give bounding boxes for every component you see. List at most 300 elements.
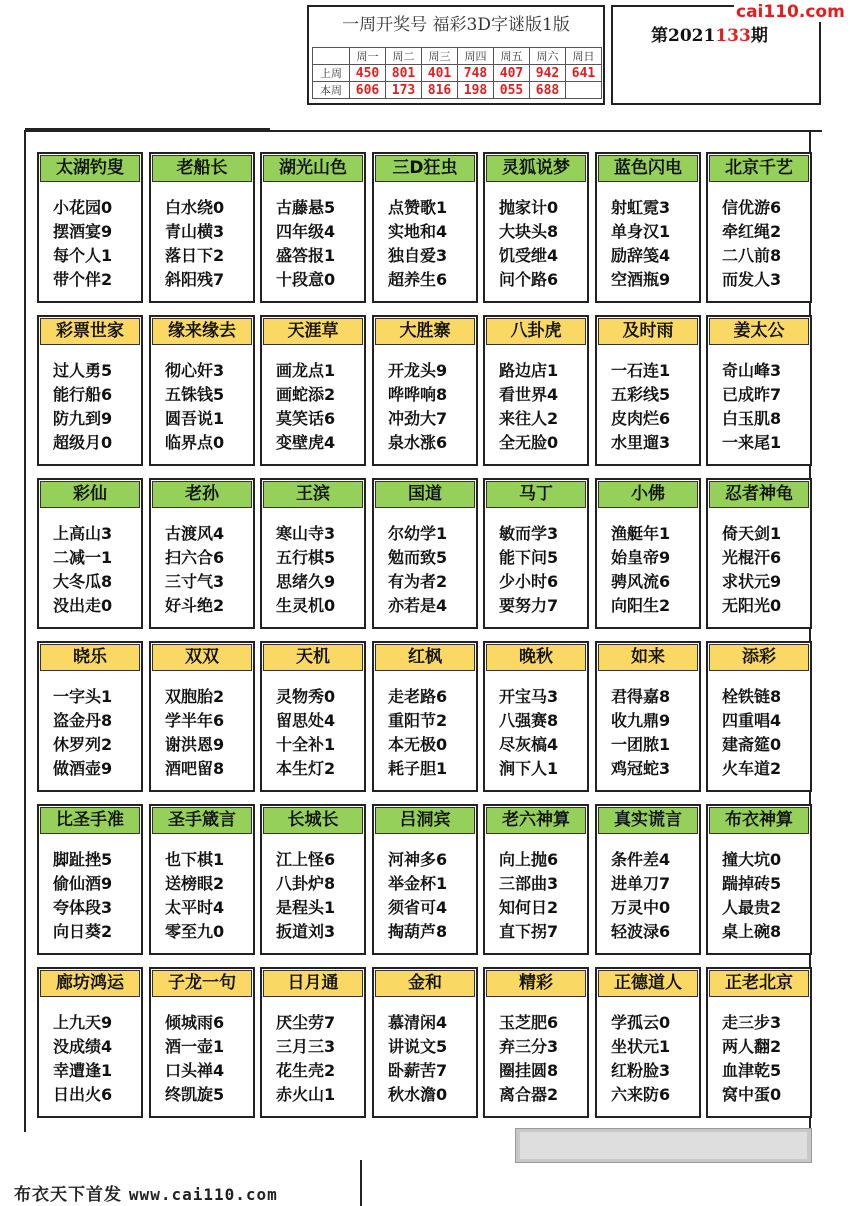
riddle-entry: 倚天剑1 — [722, 524, 782, 543]
riddle-entry: 双胞胎2 — [165, 687, 225, 706]
riddle-card — [149, 967, 255, 1118]
card-author-title: 天涯草 — [263, 318, 363, 345]
riddle-entry: 建斋筵0 — [722, 735, 782, 754]
riddle-entry: 思绪久9 — [276, 572, 336, 591]
card-entries — [276, 848, 335, 944]
riddle-entry: 血津乾5 — [722, 1061, 782, 1080]
riddle-entry: 向日葵2 — [53, 922, 113, 941]
riddle-entry: 每个人1 — [53, 246, 113, 265]
riddle-entry: 勉而致5 — [388, 548, 448, 567]
riddle-entry: 实地和4 — [388, 222, 448, 241]
riddle-entry: 两人翻2 — [722, 1037, 782, 1056]
card-author-title: 吕洞宾 — [375, 807, 475, 834]
riddle-entry: 卧薪苦7 — [388, 1061, 448, 1080]
riddle-entry: 路边店1 — [499, 361, 559, 380]
riddle-entry: 带个伴2 — [53, 270, 113, 289]
card-author-title: 红枫 — [375, 644, 475, 671]
card-entries — [499, 196, 558, 292]
riddle-card — [595, 478, 701, 629]
riddle-entry: 玉芝肥6 — [499, 1013, 559, 1032]
riddle-entry: 问个路6 — [499, 270, 559, 289]
card-entries — [499, 1011, 558, 1107]
card-author-title: 布衣神算 — [709, 807, 809, 834]
riddle-entry: 彻心奸3 — [165, 361, 225, 380]
card-author-title: 缘来缘去 — [152, 318, 252, 345]
card-entries — [276, 522, 335, 618]
issue-suffix: 期 — [750, 26, 768, 46]
riddle-entry: 二八前8 — [722, 246, 782, 265]
riddle-entry: 窝中蛋0 — [722, 1085, 782, 1104]
card-entries — [611, 848, 670, 944]
riddle-entry: 开宝马3 — [499, 687, 559, 706]
card-author-title: 老六神算 — [486, 807, 586, 834]
riddle-entry: 斜阳残7 — [165, 270, 225, 289]
card-author-title: 老孙 — [152, 481, 252, 508]
riddle-entry: 少小时6 — [499, 572, 559, 591]
riddle-entry: 涧下人1 — [499, 759, 559, 778]
card-entries — [53, 196, 112, 292]
riddle-entry: 日出火6 — [53, 1085, 113, 1104]
riddle-entry: 射虹霓3 — [611, 198, 671, 217]
riddle-card — [149, 152, 255, 303]
card-author-title: 添彩 — [709, 644, 809, 671]
riddle-entry: 君得嘉8 — [611, 687, 671, 706]
riddle-entry: 小花园0 — [53, 198, 113, 217]
card-author-title: 正老北京 — [709, 970, 809, 997]
riddle-entry: 终凯旋5 — [165, 1085, 225, 1104]
riddle-entry: 哗哗响8 — [388, 385, 448, 404]
this-week-label: 本周 — [313, 82, 350, 99]
footer-url: www.cai110.com — [128, 1185, 278, 1204]
riddle-entry: 花生壳2 — [276, 1061, 336, 1080]
card-entries — [165, 1011, 224, 1107]
riddle-entry: 泉水涨6 — [388, 433, 448, 452]
card-author-title: 湖光山色 — [263, 155, 363, 182]
last-week-number: 407 — [494, 65, 530, 82]
card-author-title: 灵狐说梦 — [486, 155, 586, 182]
card-author-title: 忍者神龟 — [709, 481, 809, 508]
card-entries — [276, 359, 335, 455]
riddle-entry: 休罗列2 — [53, 735, 113, 754]
riddle-entry: 盗金丹8 — [53, 711, 113, 730]
riddle-entry: 盛答报1 — [276, 246, 336, 265]
riddle-card — [37, 967, 143, 1118]
riddle-entry: 空酒瓶9 — [611, 270, 671, 289]
riddle-entry: 重阳节2 — [388, 711, 448, 730]
card-author-title: 晚秋 — [486, 644, 586, 671]
riddle-entry: 白玉肌8 — [722, 409, 782, 428]
riddle-card — [260, 478, 366, 629]
riddle-entry: 一石连1 — [611, 361, 671, 380]
riddle-entry: 没成绩4 — [53, 1037, 113, 1056]
riddle-card — [372, 641, 478, 792]
this-week-number — [566, 82, 602, 99]
riddle-entry: 亦若是4 — [388, 596, 448, 615]
riddle-entry: 抛家计0 — [499, 198, 559, 217]
riddle-entry: 桌上碗8 — [722, 922, 782, 941]
riddle-entry: 扳道刘3 — [276, 922, 336, 941]
riddle-entry: 人最贵2 — [722, 898, 782, 917]
riddle-entry: 夸体段3 — [53, 898, 113, 917]
riddle-entry: 做酒壶9 — [53, 759, 113, 778]
riddle-entry: 讲说文5 — [388, 1037, 448, 1056]
card-entries — [722, 522, 781, 618]
day-header: 周五 — [494, 48, 530, 65]
riddle-entry: 大冬瓜8 — [53, 572, 113, 591]
card-entries — [611, 685, 670, 781]
riddle-entry: 八卦炉8 — [276, 874, 336, 893]
riddle-card — [372, 478, 478, 629]
riddle-entry: 白水绕0 — [165, 198, 225, 217]
riddle-card — [149, 641, 255, 792]
card-entries — [53, 848, 112, 944]
riddle-entry: 励辞笺4 — [611, 246, 671, 265]
riddle-entry: 扫六合6 — [165, 548, 225, 567]
riddle-entry: 上九天9 — [53, 1013, 113, 1032]
riddle-entry: 偷仙酒9 — [53, 874, 113, 893]
riddle-entry: 骋风流6 — [611, 572, 671, 591]
card-entries — [611, 359, 670, 455]
day-header: 周二 — [386, 48, 422, 65]
riddle-entry: 河神多6 — [388, 850, 448, 869]
riddle-card — [372, 804, 478, 955]
card-entries — [165, 522, 224, 618]
riddle-card — [149, 315, 255, 466]
this-week-number: 055 — [494, 82, 530, 99]
last-week-number: 801 — [386, 65, 422, 82]
riddle-entry: 赤火山1 — [276, 1085, 336, 1104]
card-author-title: 三D狂虫 — [375, 155, 475, 182]
riddle-entry: 本生灯2 — [276, 759, 336, 778]
riddle-card — [37, 804, 143, 955]
riddle-card — [595, 315, 701, 466]
riddle-entry: 火车道2 — [722, 759, 782, 778]
card-entries — [499, 685, 558, 781]
card-entries — [499, 359, 558, 455]
riddle-entry: 须省可4 — [388, 898, 448, 917]
card-author-title: 北京千艺 — [709, 155, 809, 182]
riddle-entry: 万灵中0 — [611, 898, 671, 917]
riddle-card — [372, 315, 478, 466]
riddle-entry: 点赞歌1 — [388, 198, 448, 217]
results-table — [312, 47, 602, 99]
riddle-entry: 求状元9 — [722, 572, 782, 591]
card-entries — [388, 848, 447, 944]
riddle-entry: 走三步3 — [722, 1013, 782, 1032]
riddle-entry: 六来防6 — [611, 1085, 671, 1104]
card-entries — [722, 1011, 781, 1107]
riddle-entry: 秋水澹0 — [388, 1085, 448, 1104]
footer-text: 布衣天下首发 — [14, 1185, 122, 1205]
riddle-card — [149, 478, 255, 629]
riddle-entry: 圈挂圆8 — [499, 1061, 559, 1080]
riddle-entry: 超级月0 — [53, 433, 113, 452]
card-entries — [388, 1011, 447, 1107]
riddle-card — [260, 804, 366, 955]
card-author-title: 双双 — [152, 644, 252, 671]
riddle-entry: 举金杯1 — [388, 874, 448, 893]
card-author-title: 及时雨 — [598, 318, 698, 345]
riddle-entry: 直下拐7 — [499, 922, 559, 941]
riddle-entry: 防九到9 — [53, 409, 113, 428]
riddle-entry: 五彩线5 — [611, 385, 671, 404]
riddle-entry: 零至九0 — [165, 922, 225, 941]
riddle-card — [37, 641, 143, 792]
last-week-number: 748 — [458, 65, 494, 82]
riddle-card — [149, 804, 255, 955]
riddle-entry: 弃三分3 — [499, 1037, 559, 1056]
card-author-title: 八卦虎 — [486, 318, 586, 345]
riddle-card — [706, 315, 812, 466]
riddle-entry: 尽灰槁4 — [499, 735, 559, 754]
gray-banner — [515, 1128, 812, 1163]
riddle-card — [706, 152, 812, 303]
riddle-entry: 踹掉砖5 — [722, 874, 782, 893]
riddle-entry: 画龙点1 — [276, 361, 336, 380]
riddle-entry: 太平时4 — [165, 898, 225, 917]
riddle-entry: 奇山峰3 — [722, 361, 782, 380]
riddle-entry: 灵物秀0 — [276, 687, 336, 706]
riddle-entry: 走老路6 — [388, 687, 448, 706]
footer-divider — [360, 1160, 362, 1206]
card-author-title: 彩票世家 — [40, 318, 140, 345]
riddle-card — [483, 641, 589, 792]
riddle-entry: 进单刀7 — [611, 874, 671, 893]
card-entries — [722, 685, 781, 781]
riddle-card — [706, 478, 812, 629]
card-entries — [53, 685, 112, 781]
riddle-entry: 要努力7 — [499, 596, 559, 615]
this-week-number: 688 — [530, 82, 566, 99]
riddle-entry: 四重唱4 — [722, 711, 782, 730]
riddle-entry: 十段意0 — [276, 270, 336, 289]
riddle-entry: 五行棋5 — [276, 548, 336, 567]
card-author-title: 老船长 — [152, 155, 252, 182]
riddle-entry: 离合器2 — [499, 1085, 559, 1104]
riddle-card — [372, 152, 478, 303]
riddle-entry: 谢洪恩9 — [165, 735, 225, 754]
riddle-entry: 临界点0 — [165, 433, 225, 452]
riddle-entry: 古藤悬5 — [276, 198, 336, 217]
last-week-number: 641 — [566, 65, 602, 82]
riddle-entry: 过人勇5 — [53, 361, 113, 380]
riddle-card — [706, 967, 812, 1118]
card-entries — [276, 685, 335, 781]
riddle-entry: 留思处4 — [276, 711, 336, 730]
footer — [14, 1180, 278, 1205]
riddle-entry: 收九鼎9 — [611, 711, 671, 730]
card-author-title: 天机 — [263, 644, 363, 671]
riddle-entry: 超养生6 — [388, 270, 448, 289]
card-author-title: 真实谎言 — [598, 807, 698, 834]
riddle-entry: 已成昨7 — [722, 385, 782, 404]
card-entries — [499, 848, 558, 944]
riddle-entry: 画蛇添2 — [276, 385, 336, 404]
card-author-title: 金和 — [375, 970, 475, 997]
card-entries — [165, 848, 224, 944]
riddle-card — [37, 315, 143, 466]
riddle-entry: 轻波渌6 — [611, 922, 671, 941]
riddle-entry: 慕清闲4 — [388, 1013, 448, 1032]
card-entries — [388, 522, 447, 618]
day-header: 周六 — [530, 48, 566, 65]
riddle-entry: 冲劲大7 — [388, 409, 448, 428]
day-header: 周日 — [566, 48, 602, 65]
riddle-entry: 条件差4 — [611, 850, 671, 869]
riddle-entry: 学孤云0 — [611, 1013, 671, 1032]
card-entries — [499, 522, 558, 618]
riddle-entry: 摆酒宴9 — [53, 222, 113, 241]
brand-logo-text: cai110.com — [736, 2, 845, 22]
card-author-title: 子龙一句 — [152, 970, 252, 997]
riddle-entry: 三月三3 — [276, 1037, 336, 1056]
card-author-title: 精彩 — [486, 970, 586, 997]
card-author-title: 彩仙 — [40, 481, 140, 508]
issue-number-red: 133 — [715, 26, 751, 46]
riddle-entry: 五铢钱5 — [165, 385, 225, 404]
issue-prefix: 第2021 — [651, 26, 716, 46]
riddle-entry: 始皇帝9 — [611, 548, 671, 567]
riddle-entry: 无阳光0 — [722, 596, 782, 615]
riddle-entry: 脚趾挫5 — [53, 850, 113, 869]
card-author-title: 长城长 — [263, 807, 363, 834]
riddle-entry: 牵红绳2 — [722, 222, 782, 241]
last-week-number: 401 — [422, 65, 458, 82]
card-entries — [611, 1011, 670, 1107]
card-entries — [53, 359, 112, 455]
card-entries — [722, 359, 781, 455]
riddle-entry: 生灵机0 — [276, 596, 336, 615]
riddle-entry: 变壁虎4 — [276, 433, 336, 452]
card-author-title: 圣手箴言 — [152, 807, 252, 834]
riddle-card — [37, 152, 143, 303]
riddle-entry: 知何日2 — [499, 898, 559, 917]
riddle-card — [260, 315, 366, 466]
riddle-entry: 敏而学3 — [499, 524, 559, 543]
results-corner — [313, 48, 350, 65]
riddle-entry: 八强赛8 — [499, 711, 559, 730]
card-author-title: 日月通 — [263, 970, 363, 997]
riddle-card — [595, 804, 701, 955]
card-author-title: 姜太公 — [709, 318, 809, 345]
riddle-entry: 一字头1 — [53, 687, 113, 706]
riddle-entry: 尔幼学1 — [388, 524, 448, 543]
last-week-number: 942 — [530, 65, 566, 82]
riddle-entry: 青山横3 — [165, 222, 225, 241]
riddle-entry: 三部曲3 — [499, 874, 559, 893]
riddle-entry: 没出走0 — [53, 596, 113, 615]
riddle-entry: 皮肉烂6 — [611, 409, 671, 428]
riddle-entry: 是程头1 — [276, 898, 336, 917]
riddle-entry: 渔艇年1 — [611, 524, 671, 543]
card-entries — [722, 848, 781, 944]
card-entries — [53, 1011, 112, 1107]
riddle-entry: 而发人3 — [722, 270, 782, 289]
riddle-entry: 一团脓1 — [611, 735, 671, 754]
issue-number — [651, 21, 768, 46]
card-author-title: 国道 — [375, 481, 475, 508]
riddle-card — [483, 315, 589, 466]
riddle-entry: 口头禅4 — [165, 1061, 225, 1080]
riddle-entry: 莫笑话6 — [276, 409, 336, 428]
riddle-card — [37, 478, 143, 629]
riddle-entry: 能下问5 — [499, 548, 559, 567]
card-author-title: 小佛 — [598, 481, 698, 508]
card-author-title: 大胜寨 — [375, 318, 475, 345]
riddle-entry: 鸡冠蛇3 — [611, 759, 671, 778]
riddle-entry: 坐状元1 — [611, 1037, 671, 1056]
riddle-card — [595, 967, 701, 1118]
riddle-entry: 开龙头9 — [388, 361, 448, 380]
riddle-entry: 十全补1 — [276, 735, 336, 754]
riddle-entry: 独自爱3 — [388, 246, 448, 265]
card-entries — [276, 1011, 335, 1107]
riddle-entry: 能行船6 — [53, 385, 113, 404]
card-author-title: 蓝色闪电 — [598, 155, 698, 182]
day-header: 周四 — [458, 48, 494, 65]
riddle-entry: 酒吧留8 — [165, 759, 225, 778]
card-entries — [611, 196, 670, 292]
riddle-entry: 上高山3 — [53, 524, 113, 543]
riddle-card — [595, 152, 701, 303]
card-entries — [611, 522, 670, 618]
card-entries — [276, 196, 335, 292]
this-week-number: 173 — [386, 82, 422, 99]
last-week-number: 450 — [350, 65, 386, 82]
this-week-number: 816 — [422, 82, 458, 99]
card-entries — [388, 685, 447, 781]
card-author-title: 马丁 — [486, 481, 586, 508]
riddle-entry: 看世界4 — [499, 385, 559, 404]
card-entries — [165, 359, 224, 455]
card-author-title: 比圣手准 — [40, 807, 140, 834]
riddle-card — [483, 967, 589, 1118]
this-week-number: 198 — [458, 82, 494, 99]
day-header: 周一 — [350, 48, 386, 65]
riddle-card — [706, 641, 812, 792]
card-entries — [53, 522, 112, 618]
card-entries — [388, 359, 447, 455]
riddle-entry: 红粉脸3 — [611, 1061, 671, 1080]
card-author-title: 廊坊鸿运 — [40, 970, 140, 997]
riddle-card — [595, 641, 701, 792]
riddle-entry: 江上怪6 — [276, 850, 336, 869]
gray-banner-inner — [520, 1132, 807, 1159]
card-author-title: 正德道人 — [598, 970, 698, 997]
riddle-entry: 光棍汗6 — [722, 548, 782, 567]
riddle-entry: 向上抛6 — [499, 850, 559, 869]
header-title: 一周开奖号 福彩3D字谜版1版 — [342, 15, 570, 35]
card-entries — [165, 196, 224, 292]
riddle-card — [260, 152, 366, 303]
card-author-title: 晓乐 — [40, 644, 140, 671]
riddle-entry: 也下棋1 — [165, 850, 225, 869]
card-entries — [165, 685, 224, 781]
riddle-entry: 倾城雨6 — [165, 1013, 225, 1032]
riddle-entry: 一来尾1 — [722, 433, 782, 452]
weekly-results-box — [307, 5, 605, 105]
last-week-label: 上周 — [313, 65, 350, 82]
riddle-entry: 栓铁链8 — [722, 687, 782, 706]
riddle-entry: 学半年6 — [165, 711, 225, 730]
riddle-card — [706, 804, 812, 955]
riddle-entry: 厌尘劳7 — [276, 1013, 336, 1032]
card-author-title: 如来 — [598, 644, 698, 671]
riddle-entry: 向阳生2 — [611, 596, 671, 615]
riddle-card — [483, 478, 589, 629]
riddle-entry: 酒一壶1 — [165, 1037, 225, 1056]
riddle-entry: 撞大坑0 — [722, 850, 782, 869]
